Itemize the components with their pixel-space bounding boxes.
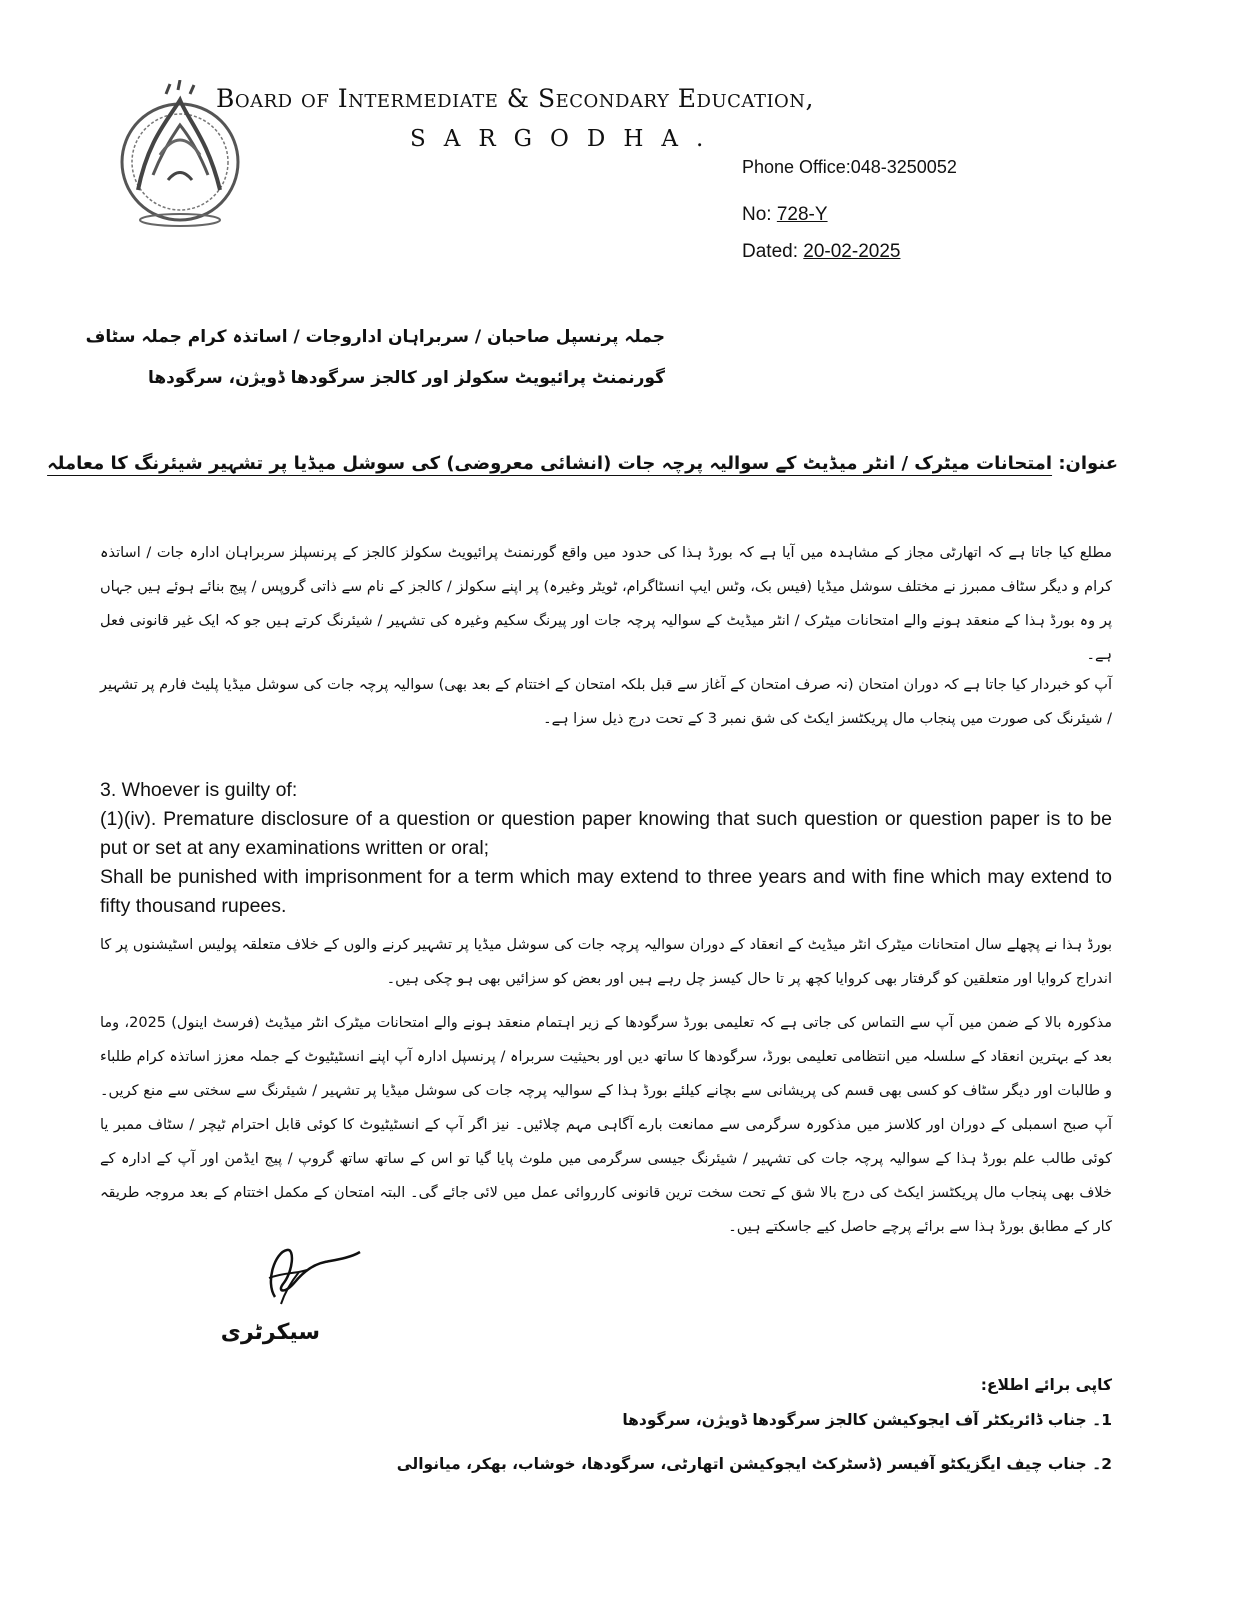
law-penalty: Shall be punished with imprisonment for a term which may extend to three years and with fine which may extend to fifty thousand rupees. <box>100 866 1112 917</box>
signatory-title: سیکرٹری <box>220 1320 320 1345</box>
subject-text: امتحانات میٹرک / انٹر میڈیٹ کے سوالیہ پرچہ جات (انشائی معروضی) کی سوشل میڈیا پر تشہیر شیئرنگ کا معاملہ <box>47 453 1053 474</box>
reference-date-value: 20-02-2025 <box>803 241 901 262</box>
body-paragraph-5: مذکورہ بالا کے ضمن میں آپ سے التماس کی جاتی ہے کہ تعلیمی بورڈ سرگودھا کے زیر اہتمام منعقد ہونے والے امتحانات میٹرک انٹر میڈیٹ (فرسٹ اینول) 2025، وما بعد کے بہترین انعقاد کے سلسلہ میں انتظامی تعلیمی بورڈ، سرگودھا کا ساتھ دیں اور بحیثیت سربراہ / پرنسپل ادارہ آپ اپنے انسٹیٹیوٹ کے جملہ معزز اساتذہ کرام طلباء و طالبات اور دیگر سٹاف کو کسی بھی قسم کی پریشانی سے بچانے کیلئے بورڈ ہذا کے سوالیہ پرچہ جات کی سوشل میڈیا پر تشہیر / شیئرنگ سے سختی سے منع کریں۔ آپ صبح اسمبلی کے دوران اور کلاسز میں مذکورہ سرگرمی سے ممانعت بارے آگاہی مہم چلائیں۔ نیز اگر آپ کے انسٹیٹیوٹ کا کوئی قابل احترام ٹیچر / سٹاف ممبر یا کوئی طالب علم بورڈ ہذا کے سوالیہ پرچہ جات کی تشہیر / شیئرنگ جیسی سرگرمی میں ملوث پایا گیا تو اس کے ساتھ ساتھ گروپ / پیج ایڈمن اور آپ کے ادارہ کے خلاف بھی پنجاب مال پریکٹسز ایکٹ کی درج بالا شق کے تحت سخت ترین قانونی کارروائی عمل میں لائی جائے گی۔ البتہ امتحان کے مکمل اختتام کے بعد مروجہ طریقہ کار کے مطابق بورڈ ہذا سے برائے پرچے حاصل کیے جاسکتے ہیں۔ <box>100 1015 1112 1235</box>
reference-number-value: 728-Y <box>776 204 828 225</box>
law-clause: (1)(iv). Premature disclosure of a question or question paper knowing that such question or question paper is to be put or set at any examinations written or oral; <box>100 808 1112 859</box>
address-line-2: گورنمنٹ پرائیویٹ سکولز اور کالجز سرگودھا ڈویژن، سرگودھا <box>147 368 665 388</box>
law-section-heading: 3. Whoever is guilty of: <box>100 779 298 801</box>
reference-number-label: No: <box>742 204 777 225</box>
body-paragraph-1: مطلع کیا جاتا ہے کہ اتھارٹی مجاز کے مشاہدہ میں آیا ہے کہ بورڈ ہذا کی حدود میں واقع گورنمنٹ پرائیویٹ سکولز کالجز کے پرنسپلز سربراہان ادارہ جات / اساتذہ کرام و دیگر سٹاف ممبرز نے مختلف سوشل میڈیا (فیس بک، وٹس ایپ انسٹاگرام، ٹویٹر وغیرہ) پر اپنے سکولز / کالجز کے نام سے ذاتی گروپس / پیج بنائے ہوئے ہیں جہاں پر وہ بورڈ ہذا کے منعقد ہونے والے امتحانات میٹرک / انٹر میڈیٹ کے سوالیہ پرچہ جات اور پیرنگ سکیم وغیرہ کی تشہیر / شیئرنگ کرتے ہیں جو کہ ایک غیر قانونی فعل ہے۔ <box>100 545 1112 663</box>
copy-item-2: 2۔ جناب چیف ایگزیکٹو آفیسر (ڈسٹرکٹ ایجوکیشن اتھارٹی، سرگودھا، خوشاب، بھکر، میانوالی <box>396 1455 1112 1473</box>
board-name: Board of Intermediate & Secondary Education, <box>216 84 815 113</box>
subject-line <box>47 453 1118 474</box>
reference-date <box>742 241 900 263</box>
body-paragraph-2: آپ کو خبردار کیا جاتا ہے کہ دوران امتحان (نہ صرف امتحان کے آغاز سے قبل بلکہ امتحان کے اختتام کے بعد بھی) سوالیہ پرچہ جات کی سوشل میڈیا پلیٹ فارم پر تشہیر / شیئرنگ کی صورت میں پنجاب مال پریکٹسز ایکٹ کی شق نمبر 3 کے تحت درج ذیل سزا ہے۔ <box>100 677 1112 727</box>
copy-item-1: 1۔ جناب ڈائریکٹر آف ایجوکیشن کالجز سرگودھا ڈویژن، سرگودھا <box>622 1411 1112 1429</box>
body-paragraph-4: بورڈ ہذا نے پچھلے سال امتحانات میٹرک انٹر میڈیٹ کے انعقاد کے دوران سوالیہ پرچہ جات کی سوشل میڈیا پر تشہیر کرنے والوں کے خلاف متعلقہ پولیس اسٹیشنوں پر کا اندراج کروایا اور متعلقین کو گرفتار بھی کروایا کچھ پر تا حال کیسز چل رہے ہیں اور بعض کو سزائیں بھی ہو چکی ہیں۔ <box>100 937 1112 987</box>
board-city: SARGODHA. <box>410 126 722 152</box>
law-excerpt <box>100 776 1112 921</box>
phone-office: Phone Office:048-3250052 <box>742 157 957 177</box>
reference-date-label: Dated: <box>742 241 804 262</box>
reference-number <box>742 204 828 226</box>
subject-label: عنوان: <box>1058 453 1118 474</box>
signature-icon <box>255 1242 365 1312</box>
copy-heading: کاپی برائے اطلاع: <box>980 1376 1112 1394</box>
address-line-1: جملہ پرنسپل صاحبان / سربراہان اداروجات / اساتذہ کرام جملہ سٹاف <box>85 327 665 347</box>
